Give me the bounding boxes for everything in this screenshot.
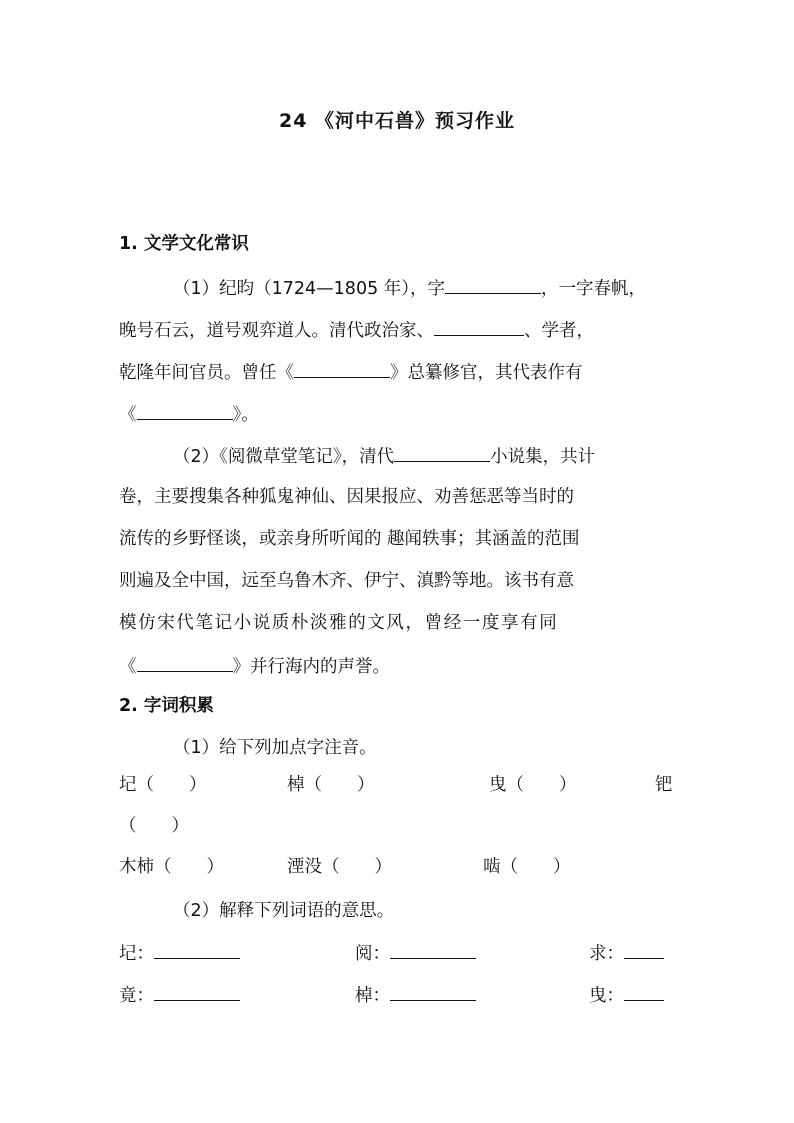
define-row2 — [119, 980, 675, 1008]
p1-line1-text-a: （1）纪昀（1724—1805 年），字 — [173, 279, 446, 299]
define-blank[interactable] — [154, 938, 240, 959]
define-blank[interactable] — [624, 938, 664, 959]
p1-line4-text-b: 》。 — [232, 405, 259, 425]
define-blank[interactable] — [390, 938, 476, 959]
blank-representative-work[interactable] — [137, 399, 233, 420]
p2-line6-text-b: 》并行海内的声誉。 — [232, 657, 390, 677]
p1-line4 — [119, 399, 675, 429]
pinyin-item: 棹（ ） — [287, 775, 375, 795]
blank-compilation[interactable] — [294, 357, 390, 378]
define-item — [589, 938, 664, 968]
blank-role[interactable] — [434, 315, 524, 336]
p1-line3 — [119, 357, 675, 387]
define-label: 圮： — [119, 944, 154, 964]
q2-instruction: （2）解释下列词语的意思。 — [173, 901, 395, 921]
pinyin-item: 钯 — [655, 775, 673, 795]
define-label: 棹： — [355, 986, 390, 1006]
define-blank[interactable] — [154, 980, 240, 1001]
p1-line2 — [119, 315, 675, 345]
section1-heading: 1. 文学文化常识 — [119, 234, 249, 254]
define-blank[interactable] — [624, 980, 664, 1001]
p2-line6-text-a: 《 — [119, 657, 137, 677]
p2-line4: 则遍及全中国，远至乌鲁木齐、伊宁、滇黔等地。该书有意 — [119, 571, 574, 591]
pinyin-item: 木柿（ ） — [119, 857, 224, 877]
p2-line1-text-a: （2）《阅微草堂笔记》，清代 — [173, 447, 395, 467]
pinyin-item: 啮（ ） — [483, 857, 571, 877]
p1-line1 — [119, 273, 675, 303]
define-blank[interactable] — [390, 980, 476, 1001]
define-item — [589, 980, 664, 1010]
pinyin-item: 曳（ ） — [489, 775, 577, 795]
define-label: 求： — [589, 944, 624, 964]
define-label: 竟： — [119, 986, 154, 1006]
define-label: 曳： — [589, 986, 624, 1006]
define-item — [119, 938, 240, 968]
define-item — [119, 980, 240, 1010]
pinyin-row1-cont: （ ） — [119, 816, 189, 836]
p1-line4-text-a: 《 — [119, 405, 137, 425]
define-item — [355, 980, 476, 1010]
p2-line1 — [119, 441, 675, 471]
pinyin-row2 — [119, 853, 675, 881]
p2-line6 — [119, 651, 675, 681]
p2-line5: 模仿宋代笔记小说质朴淡雅的文风，曾经一度享有同 — [119, 613, 559, 633]
p2-line2: 卷，主要搜集各种狐鬼神仙、因果报应、劝善惩恶等当时的 — [119, 487, 574, 507]
blank-genre[interactable] — [394, 441, 490, 462]
p1-line2-text-a: 晚号石云，道号观弈道人。清代政治家、 — [119, 321, 434, 341]
p1-line1-text-b: ，一字春帆， — [541, 279, 647, 299]
p1-line2-text-b: 、学者， — [524, 321, 594, 341]
define-row1 — [119, 938, 675, 966]
q1-instruction: （1）给下列加点字注音。 — [173, 738, 377, 758]
pinyin-row1 — [119, 771, 675, 799]
define-item — [355, 938, 476, 968]
p2-line3: 流传的乡野怪谈，或亲身所听闻的 趣闻轶事；其涵盖的范围 — [119, 529, 580, 549]
page-title: 24 《河中石兽》预习作业 — [278, 110, 516, 132]
blank-comparable-work[interactable] — [137, 651, 233, 672]
pinyin-item: 圮（ ） — [119, 775, 207, 795]
section2-heading: 2. 字词积累 — [119, 696, 214, 716]
p1-line3-text-b: 》总纂修官，其代表作有 — [390, 363, 583, 383]
pinyin-item: 湮没（ ） — [287, 857, 392, 877]
define-label: 阅： — [355, 944, 390, 964]
blank-courtesy-name[interactable] — [445, 273, 541, 294]
p1-line3-text-a: 乾隆年间官员。曾任《 — [119, 363, 294, 383]
p2-line1-text-b: 小说集，共计 — [490, 447, 596, 467]
